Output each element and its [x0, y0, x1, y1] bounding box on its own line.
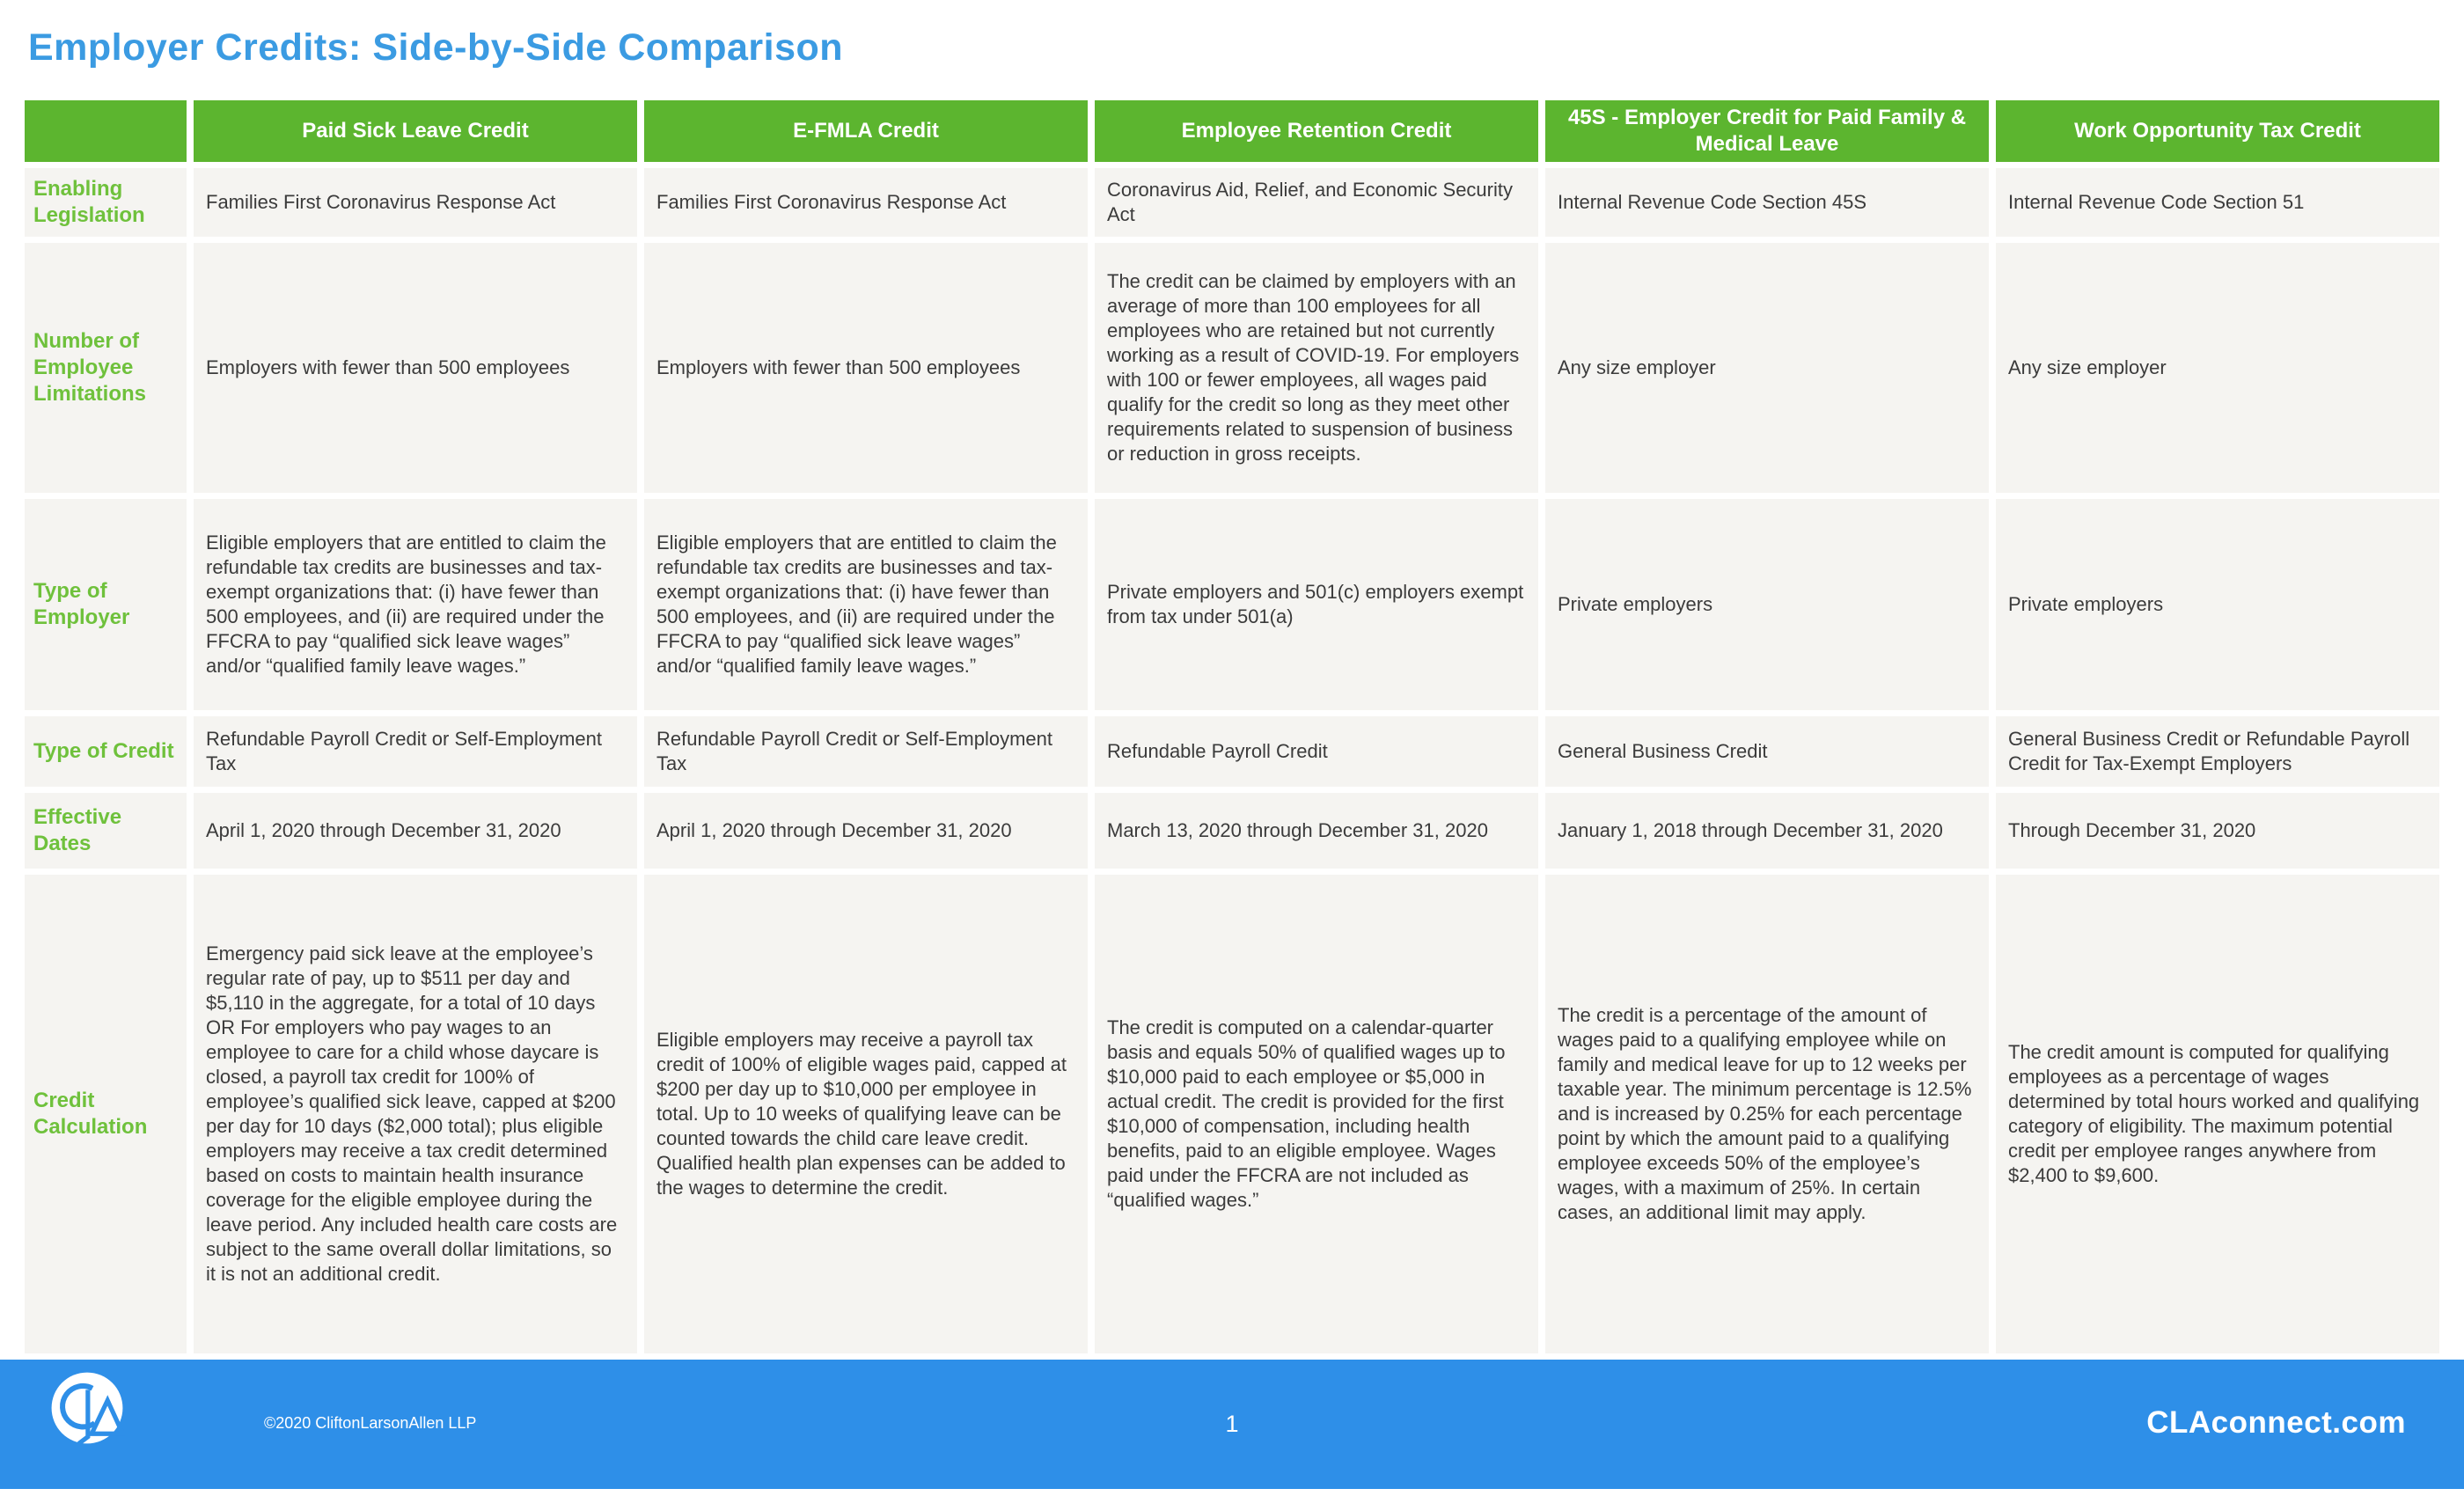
column-header-wotc: Work Opportunity Tax Credit [1996, 100, 2439, 162]
table-cell: January 1, 2018 through December 31, 2020 [1545, 793, 1989, 869]
table-cell: Any size employer [1996, 243, 2439, 493]
table-cell: March 13, 2020 through December 31, 2020 [1095, 793, 1538, 869]
row-label-credit-calculation: Credit Calculation [25, 875, 187, 1353]
table-cell: The credit amount is computed for qualifying employees as a percentage of wages determined by total hours worked and qualifying category of eligibility. The maximum potential credit per employee ranges anywhere from $2,400 to $9,600. [1996, 875, 2439, 1353]
table-cell: April 1, 2020 through December 31, 2020 [194, 793, 637, 869]
table-cell: Employers with fewer than 500 employees [194, 243, 637, 493]
table-cell: The credit is a percentage of the amount of wages paid to a qualifying employee while on family and medical leave for up to 12 weeks per taxable year. The minimum percentage is 12.5% and is increased by 0.25% for each percentage point by which the amount paid to a qualifying employee exceeds 50% of the employee’s wages, with a maximum of 25%. In certain cases, an additional limit may apply. [1545, 875, 1989, 1353]
column-header-employee-retention: Employee Retention Credit [1095, 100, 1538, 162]
table-cell: Eligible employers may receive a payroll tax credit of 100% of eligible wages paid, capped at $200 per day up to $10,000 per employee in total. Up to 10 weeks of qualifying leave can be counted towards the child care leave credit. Qualified health plan expenses can be added to the wages to determine the credit. [644, 875, 1088, 1353]
table-cell: Refundable Payroll Credit or Self-Employment Tax [644, 716, 1088, 787]
column-header-efmla: E-FMLA Credit [644, 100, 1088, 162]
row-label-effective-dates: Effective Dates [25, 793, 187, 869]
table-cell: Private employers [1996, 499, 2439, 710]
column-header-45s: 45S - Employer Credit for Paid Family & Medical Leave [1545, 100, 1989, 162]
website-text: CLAconnect.com [2146, 1405, 2406, 1440]
row-label-type-of-credit: Type of Credit [25, 716, 187, 787]
row-label-employee-limitations: Number of Employee Limitations [25, 243, 187, 493]
header-corner-cell [25, 100, 187, 162]
table-cell: April 1, 2020 through December 31, 2020 [644, 793, 1088, 869]
page-title: Employer Credits: Side-by-Side Comparison [28, 26, 844, 69]
copyright-text: ©2020 CliftonLarsonAllen LLP [264, 1414, 477, 1432]
table-cell: Families First Coronavirus Response Act [644, 168, 1088, 237]
table-cell: Families First Coronavirus Response Act [194, 168, 637, 237]
table-cell: Private employers [1545, 499, 1989, 710]
table-cell: General Business Credit [1545, 716, 1989, 787]
table-cell: Refundable Payroll Credit [1095, 716, 1538, 787]
table-cell: General Business Credit or Refundable Payroll Credit for Tax-Exempt Employers [1996, 716, 2439, 787]
table-cell: Emergency paid sick leave at the employee’s regular rate of pay, up to $511 per day and $5,110 in the aggregate, for a total of 10 days OR For employers who pay wages to an employee to care for a child whose daycare is closed, a payroll tax credit for 100% of employee’s qualified sick leave, capped at $200 per day for 10 days ($2,000 total); plus eligible employers may receive a tax credit determined based on costs to maintain health insurance coverage for the eligible employee during the leave period. Any included health care costs are subject to the same overall dollar limitations, so it is not an additional credit. [194, 875, 637, 1353]
footer-bar [0, 1360, 2464, 1489]
table-cell: The credit is computed on a calendar-quarter basis and equals 50% of qualified wages up to $10,000 paid to each employee or $5,000 in actual credit. The credit is provided for the first $10,000 of compensation, including health benefits, paid to an eligible employee. Wages paid under the FFCRA are not included as “qualified wages.” [1095, 875, 1538, 1353]
table-cell: Eligible employers that are entitled to claim the refundable tax credits are businesses and tax-exempt organizations that: (i) have fewer than 500 employees, and (ii) are required under the FFCRA to pay “qualified sick leave wages” and/or “qualified family leave wages.” [644, 499, 1088, 710]
table-cell: Through December 31, 2020 [1996, 793, 2439, 869]
table-cell: Refundable Payroll Credit or Self-Employment Tax [194, 716, 637, 787]
table-cell: Coronavirus Aid, Relief, and Economic Security Act [1095, 168, 1538, 237]
row-label-type-of-employer: Type of Employer [25, 499, 187, 710]
row-label-enabling-legislation: Enabling Legislation [25, 168, 187, 237]
comparison-table [25, 100, 2439, 1353]
table-cell: Private employers and 501(c) employers exempt from tax under 501(a) [1095, 499, 1538, 710]
column-header-paid-sick-leave: Paid Sick Leave Credit [194, 100, 637, 162]
table-cell: Any size employer [1545, 243, 1989, 493]
page-number: 1 [1225, 1411, 1239, 1437]
table-cell: Employers with fewer than 500 employees [644, 243, 1088, 493]
table-cell: Internal Revenue Code Section 51 [1996, 168, 2439, 237]
table-cell: Internal Revenue Code Section 45S [1545, 168, 1989, 237]
table-cell: Eligible employers that are entitled to claim the refundable tax credits are businesses and tax-exempt organizations that: (i) have fewer than 500 employees, and (ii) are required under the FFCRA to pay “qualified sick leave wages” and/or “qualified family leave wages.” [194, 499, 637, 710]
table-cell: The credit can be claimed by employers with an average of more than 100 employees for all employees who are retained but not currently working as a result of COVID-19. For employers with 100 or fewer employees, all wages paid qualify for the credit so long as they meet other requirements related to suspension of business or reduction in gross receipts. [1095, 243, 1538, 493]
